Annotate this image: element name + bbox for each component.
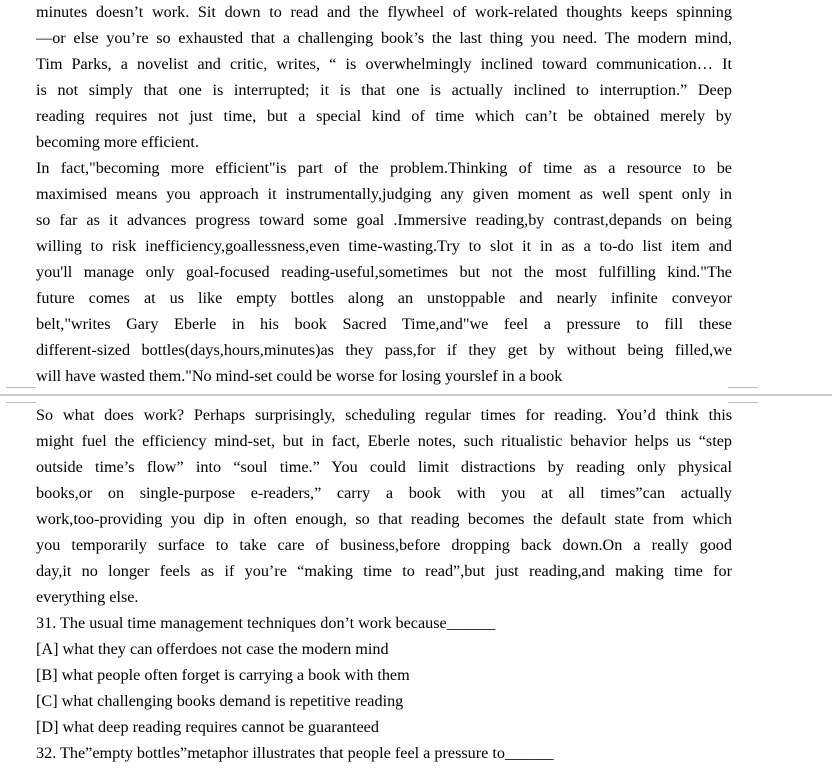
question-31-option-b: [B] what people often forget is carrying a book with them: [36, 666, 410, 684]
questions-section: [36, 610, 732, 766]
text-line: —or else you’re so exhausted that a challenging book’s the last thing you need. The modern mind,: [36, 29, 732, 47]
text-line: is not simply that one is interrupted; it is that one is actually inclined to interruption.” Deep: [36, 81, 732, 99]
text-line: belt,"writes Gary Eberle in his book Sacred Time,and"we feel a pressure to fill these: [36, 315, 732, 333]
text-line: work,too-providing you dip in often enough, so that reading becomes the default state from which: [36, 510, 732, 528]
text-line: In fact,"becoming more efficient"is part of the problem.Thinking of time as a resource to be: [36, 159, 732, 177]
passage-page-1: [36, 0, 732, 389]
question-31-option-a: [A] what they can offerdoes not case the modern mind: [36, 640, 389, 658]
text-line: future comes at us like empty bottles along an unstoppable and nearly infinite conveyor: [36, 289, 732, 307]
text-line: reading requires not just time, but a special kind of time which can’t be obtained merely by: [36, 107, 732, 125]
margin-marker-right: [728, 387, 758, 403]
text-line: willing to risk inefficiency,goallessness,even time-wasting.Try to slot it in as a to-do list item and: [36, 237, 732, 255]
question-31-option-c: [C] what challenging books demand is repetitive reading: [36, 692, 404, 710]
text-line: Tim Parks, a novelist and critic, writes, “ is overwhelmingly inclined toward communication… It: [36, 55, 732, 73]
text-line: day,it no longer feels as if you’re “making time to read”,but just reading,and making time for: [36, 562, 732, 580]
question-32-stem: 32. The”empty bottles”metaphor illustrates that people feel a pressure to______: [36, 744, 554, 762]
passage-page-2: [36, 402, 732, 610]
text-line: you temporarily surface to take care of business,before dropping back down.On a really good: [36, 536, 732, 554]
text-line: will have wasted them."No mind-set could be worse for losing yourslef in a book: [36, 367, 563, 385]
text-line: might fuel the efficiency mind-set, but in fact, Eberle notes, such ritualistic behavior helps us “step: [36, 432, 732, 450]
page-gap: [0, 391, 832, 401]
text-line: minutes doesn’t work. Sit down to read and the flywheel of work-related thoughts keeps spinning: [36, 3, 732, 21]
text-line: books,or on single-purpose e-readers,” carry a book with you at all times”can actually: [36, 484, 732, 502]
question-31-stem: 31. The usual time management techniques don’t work because______: [36, 614, 496, 632]
text-line: outside time’s flow” into “soul time.” You could limit distractions by reading only physical: [36, 458, 732, 476]
margin-marker-left: [6, 387, 36, 403]
page-break-divider: [0, 394, 832, 396]
question-31-option-d: [D] what deep reading requires cannot be guaranteed: [36, 718, 379, 736]
text-line: becoming more efficient.: [36, 133, 199, 151]
text-line: everything else.: [36, 588, 139, 606]
text-line: you'll manage only goal-focused reading-useful,sometimes but not the most fulfilling kind."The: [36, 263, 732, 281]
text-line: different-sized bottles(days,hours,minutes)as they pass,for if they get by without being filled,we: [36, 341, 732, 359]
text-line: maximised means you approach it instrumentally,judging any given moment as well spent only in: [36, 185, 732, 203]
text-line: So what does work? Perhaps surprisingly, scheduling regular times for reading. You’d think this: [36, 406, 732, 424]
text-line: so far as it advances progress toward some goal .Immersive reading,by contrast,depands on being: [36, 211, 732, 229]
